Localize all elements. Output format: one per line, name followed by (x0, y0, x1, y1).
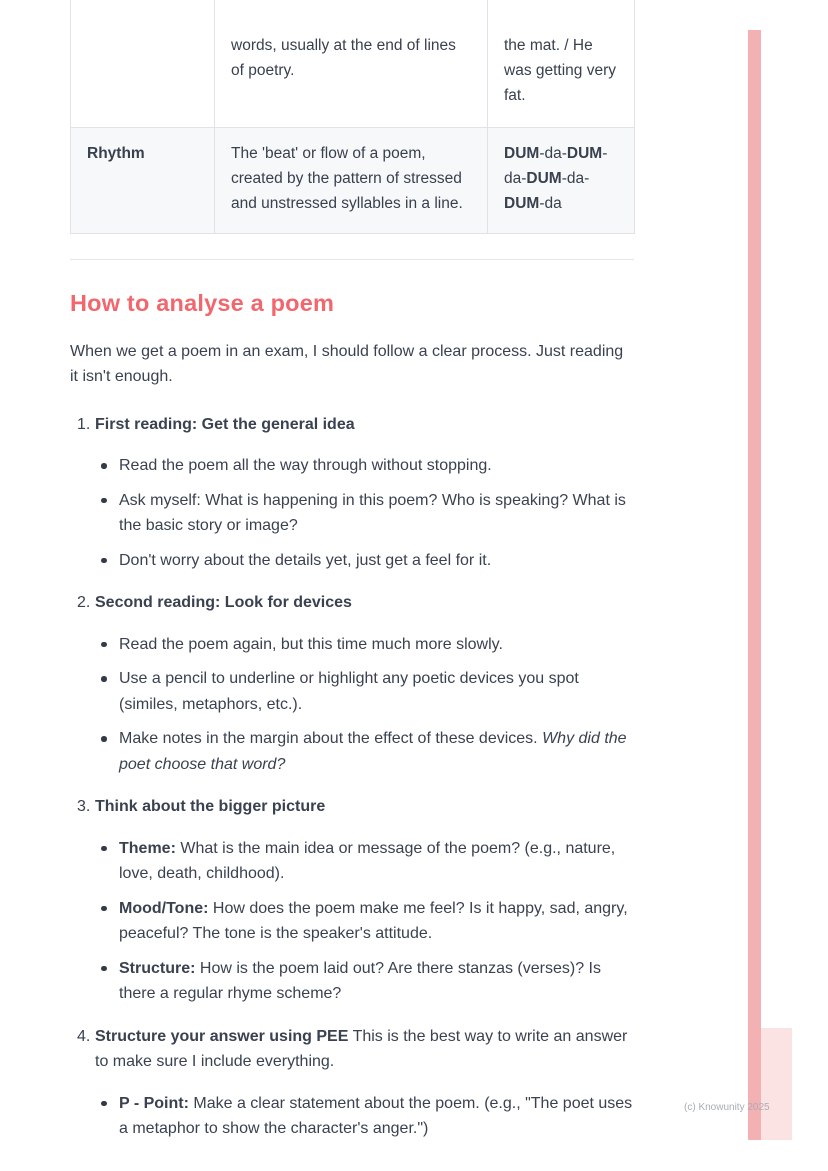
bullet-dot-icon (101, 846, 107, 852)
bullet-item (101, 956, 634, 1007)
bullet-text: Don't worry about the details yet, just get a feel for it. (119, 551, 492, 569)
bullet-dot-icon (101, 1101, 107, 1107)
bullet-item (101, 726, 634, 777)
list-item-bigger-picture (70, 794, 634, 1007)
definition-cell: The 'beat' or flow of a poem, created by the pattern of stressed and unstressed syllables in a line. (215, 127, 488, 233)
list-number: 3. (77, 798, 91, 815)
analysis-steps-list (70, 412, 634, 1142)
bullet-item (101, 488, 634, 539)
bullet-dot-icon (101, 463, 107, 469)
bullet-item (101, 453, 634, 479)
section-divider (70, 259, 634, 260)
bullet-item (101, 836, 634, 887)
bullet-item (101, 632, 634, 658)
list-item-second-reading (70, 590, 634, 777)
list-number: 2. (77, 594, 91, 611)
page-edge-stripe (748, 30, 761, 1140)
list-number: 1. (77, 415, 91, 433)
bullet-text: Read the poem all the way through without stopping. (119, 457, 492, 474)
example-cell: DUM-da-DUM-da-DUM-da-DUM-da (488, 127, 635, 233)
list-item-structure-pee (70, 1024, 634, 1142)
term-cell (71, 0, 215, 127)
bullet-text: Read the poem again, but this time much more slowly. (119, 635, 503, 653)
list-item-title: Think about the bigger picture (95, 798, 326, 815)
list-item-title: Structure your answer using PEE This is the best way to write an answer to make sure I include everything. (95, 1027, 628, 1070)
bullet-text: Theme: What is the main idea or message of the poem? (e.g., nature, love, death, childhood). (119, 839, 616, 882)
example-cell: the mat. / He was getting very fat. (488, 0, 635, 127)
document-content (70, 0, 634, 1159)
bullet-dot-icon (101, 966, 107, 972)
copyright-text: (c) Knowunity 2025 (684, 1102, 770, 1113)
bullet-text: Use a pencil to underline or highlight any poetic devices you spot (similes, metaphors, etc.). (119, 670, 579, 713)
definition-cell: words, usually at the end of lines of poetry. (215, 0, 488, 127)
bullet-item (101, 896, 634, 947)
bullet-dot-icon (101, 498, 107, 504)
intro-paragraph: When we get a poem in an exam, I should follow a clear process. Just reading it isn't enough. (70, 342, 624, 385)
term-cell: Rhythm (71, 127, 215, 233)
bullet-text: Ask myself: What is happening in this poem? Who is speaking? What is the basic story or image? (119, 491, 626, 534)
list-item-title: Second reading: Look for devices (95, 594, 352, 611)
bullet-dot-icon (101, 558, 107, 564)
bullet-text: P - Point: Make a clear statement about the poem. (e.g., "The poet uses a metaphor to show the character's anger.") (119, 1094, 633, 1137)
bullet-dot-icon (101, 642, 107, 648)
bullet-item (101, 1091, 634, 1142)
bullet-dot-icon (101, 676, 107, 682)
list-item-title: First reading: Get the general idea (95, 415, 355, 433)
poetic-devices-table (70, 0, 635, 234)
list-number: 4. (77, 1027, 91, 1045)
bullet-item (101, 666, 634, 717)
bullet-text: Structure: How is the poem laid out? Are there stanzas (verses)? Is there a regular rhyme scheme? (119, 959, 601, 1002)
bullet-text: Make notes in the margin about the effect of these devices. Why did the poet choose that word? (119, 730, 627, 773)
section-heading: How to analyse a poem (70, 289, 335, 316)
table-row-partial (71, 0, 635, 127)
page-edge-stripe-light (761, 1028, 792, 1140)
bullet-dot-icon (101, 906, 107, 912)
bullet-dot-icon (101, 736, 107, 742)
list-item-first-reading (70, 412, 634, 574)
bullet-item (101, 548, 634, 574)
table-row-rhythm (71, 127, 635, 233)
bullet-text: Mood/Tone: How does the poem make me feel? Is it happy, sad, angry, peaceful? The tone is the speaker's attitude. (119, 899, 628, 942)
